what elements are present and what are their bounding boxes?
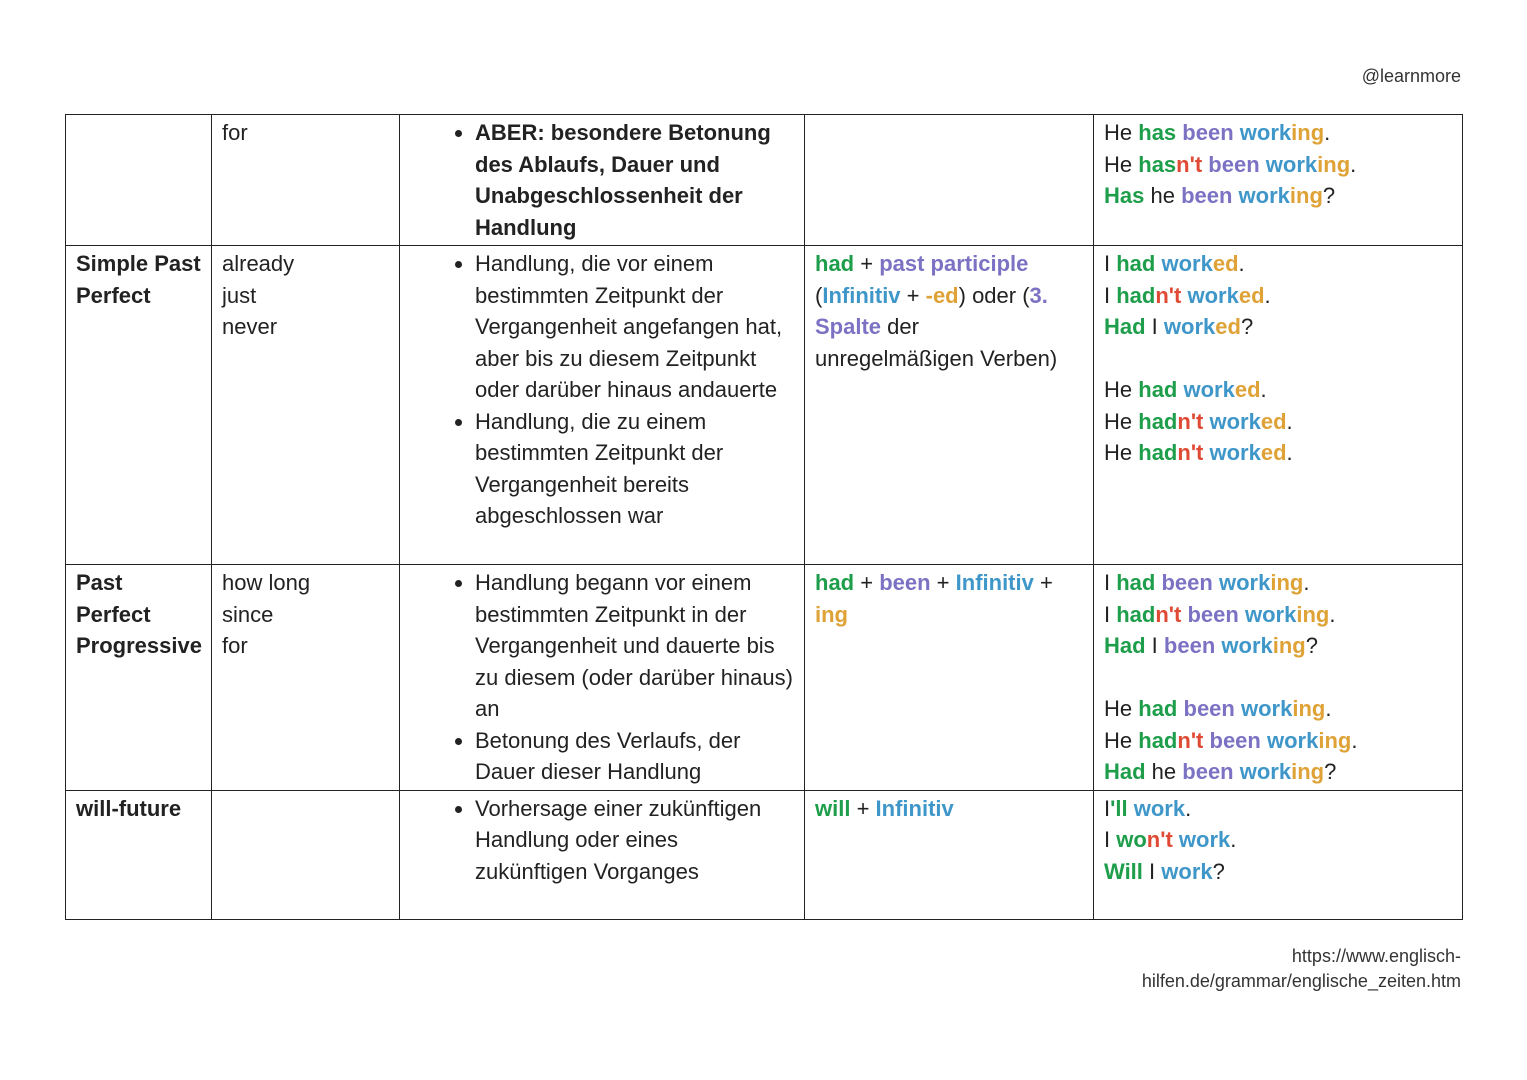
- signal-word: just: [222, 282, 257, 308]
- text-segment: I: [1142, 858, 1162, 884]
- text-segment: +: [1033, 570, 1053, 595]
- example-sentence: [1104, 117, 1452, 149]
- text-segment: work: [1240, 696, 1293, 721]
- tense-cell: [66, 790, 212, 919]
- text-segment: n't: [1177, 727, 1204, 753]
- text-segment: n't: [1155, 601, 1182, 627]
- text-segment: ?: [1240, 314, 1254, 339]
- text-segment: work: [1161, 858, 1213, 884]
- text-segment: I: [1145, 633, 1164, 658]
- usage-list: [410, 567, 794, 788]
- text-segment: work: [1187, 282, 1239, 308]
- text-segment: 'll: [1110, 795, 1128, 821]
- text-segment: had: [1116, 601, 1156, 627]
- text-segment: Had: [1104, 759, 1146, 784]
- text-segment: -ed: [925, 282, 959, 308]
- text-segment: ing: [815, 601, 848, 627]
- usage-list: [410, 117, 794, 243]
- text-segment: I: [1104, 601, 1117, 627]
- example-sentence: [1104, 406, 1452, 438]
- example-sentence: [1104, 856, 1452, 888]
- text-segment: .: [1230, 827, 1237, 852]
- text-segment: He: [1104, 377, 1139, 402]
- text-segment: .: [1286, 440, 1293, 465]
- tense-cell: [66, 565, 212, 791]
- text-segment: Infinitiv: [955, 570, 1034, 595]
- text-segment: work: [1239, 759, 1292, 784]
- text-segment: .: [1303, 570, 1310, 595]
- text-segment: work: [1209, 440, 1261, 465]
- example-sentence: [1104, 311, 1452, 343]
- form-line: [815, 311, 1083, 343]
- example-sentence: [1104, 280, 1452, 312]
- form-line: [815, 793, 1083, 825]
- text-segment: n't: [1177, 408, 1204, 434]
- text-segment: work: [1183, 377, 1235, 402]
- tense-row: [66, 565, 1463, 791]
- text-segment: been: [1183, 696, 1235, 721]
- signal-word: never: [222, 314, 278, 339]
- examples-cell: [1094, 115, 1463, 246]
- text-segment: had: [1138, 377, 1178, 402]
- text-segment: I: [1104, 282, 1117, 308]
- tense-cell: [66, 115, 212, 246]
- text-segment: ing: [1317, 151, 1351, 177]
- tense-row: [66, 246, 1463, 565]
- text-segment: been: [879, 570, 931, 595]
- example-sentence: [1104, 149, 1452, 181]
- usage-list: [410, 248, 794, 532]
- text-segment: I: [1145, 314, 1164, 339]
- form-line: [815, 280, 1083, 312]
- text-segment: +: [854, 570, 880, 595]
- usage-cell: [400, 565, 805, 791]
- text-segment: .: [1325, 696, 1332, 721]
- text-segment: ing: [1292, 696, 1326, 721]
- text-segment: ing: [1291, 759, 1325, 784]
- text-segment: been: [1163, 633, 1216, 658]
- text-segment: ?: [1212, 858, 1225, 884]
- usage-item: • Handlung begann vor einem bestimmten Zeitpunkt in der Vergangenheit und dauerte bis zu diesem (oder darüber hinaus) an: [475, 567, 794, 725]
- signal-words-cell: [212, 246, 400, 565]
- text-segment: I: [1104, 827, 1117, 852]
- text-segment: ?: [1305, 633, 1318, 658]
- text-segment: n't: [1155, 282, 1182, 308]
- form-line: [815, 599, 1083, 631]
- example-sentence: [1104, 630, 1452, 662]
- signal-word: how long: [222, 570, 311, 595]
- form-line: [815, 343, 1083, 375]
- text-segment: ing: [1272, 633, 1306, 658]
- text-segment: Spalte: [815, 314, 882, 339]
- text-segment: been: [1187, 601, 1239, 627]
- signal-words-cell: [212, 565, 400, 791]
- text-segment: work: [1238, 183, 1290, 208]
- text-segment: Had: [1104, 314, 1146, 339]
- text-segment: I: [1104, 795, 1111, 821]
- text-segment: past participle: [879, 251, 1029, 276]
- text-segment: n't: [1177, 440, 1204, 465]
- tense-row: [66, 115, 1463, 246]
- tense-row: [66, 790, 1463, 919]
- usage-item: • Handlung, die zu einem bestimmten Zeitpunkt der Vergangenheit bereits abgeschlossen war: [475, 406, 794, 532]
- text-segment: wo: [1116, 827, 1147, 852]
- text-segment: ) oder (: [958, 282, 1030, 308]
- text-segment: n't: [1176, 151, 1203, 177]
- text-segment: been: [1182, 759, 1234, 784]
- signal-word: since: [222, 601, 274, 627]
- text-segment: has: [1138, 120, 1177, 145]
- text-segment: He: [1104, 727, 1139, 753]
- form-cell: [805, 565, 1094, 791]
- text-segment: .: [1351, 727, 1358, 753]
- usage-cell: [400, 790, 805, 919]
- example-sentence: [1104, 437, 1452, 469]
- usage-item: • Betonung des Verlaufs, der Dauer dieser Handlung: [475, 725, 794, 788]
- example-sentence: [1104, 180, 1452, 212]
- text-segment: .: [1260, 377, 1267, 402]
- text-segment: had: [1138, 440, 1178, 465]
- text-segment: n't: [1146, 827, 1173, 852]
- form-cell: [805, 115, 1094, 246]
- tenses-table-body: [66, 115, 1463, 920]
- example-sentence: [1104, 793, 1452, 825]
- text-segment: been: [1161, 570, 1213, 595]
- tenses-table: [65, 114, 1463, 920]
- text-segment: .: [1264, 282, 1271, 308]
- text-segment: ing: [1296, 601, 1330, 627]
- text-segment: +: [900, 282, 926, 308]
- text-segment: has: [1138, 151, 1177, 177]
- text-segment: had: [1116, 251, 1156, 276]
- text-segment: He: [1104, 408, 1139, 434]
- text-segment: had: [815, 570, 855, 595]
- text-segment: .: [1238, 251, 1245, 276]
- example-sentence: [1104, 725, 1452, 757]
- tense-name-line: Progressive: [76, 633, 202, 658]
- text-segment: will: [815, 795, 851, 821]
- text-segment: work: [1178, 827, 1231, 852]
- text-segment: work: [1133, 795, 1186, 821]
- tense-name-line: Perfect: [76, 601, 151, 627]
- form-line: [815, 248, 1083, 280]
- text-segment: Infinitiv: [875, 795, 954, 821]
- text-segment: work: [1209, 408, 1261, 434]
- form-line: [815, 567, 1083, 599]
- text-segment: .: [1329, 601, 1336, 627]
- example-sentence: [1104, 567, 1452, 599]
- example-sentence: [1104, 599, 1452, 631]
- text-segment: work: [1265, 151, 1318, 177]
- text-segment: had: [815, 251, 855, 276]
- text-segment: +: [930, 570, 956, 595]
- text-segment: +: [854, 251, 880, 276]
- text-segment: ?: [1322, 183, 1336, 208]
- text-segment: .: [1350, 151, 1357, 177]
- text-segment: He: [1104, 696, 1139, 721]
- form-cell: [805, 246, 1094, 565]
- text-segment: been: [1181, 183, 1233, 208]
- source-line-1: https://www.englisch-: [1291, 946, 1461, 966]
- signal-word: already: [222, 251, 295, 276]
- signal-words-cell: [212, 115, 400, 246]
- text-segment: ing: [1318, 727, 1352, 753]
- text-segment: Infinitiv: [822, 282, 901, 308]
- text-segment: ing: [1289, 183, 1323, 208]
- text-segment: had: [1138, 696, 1178, 721]
- signal-word: for: [222, 633, 248, 658]
- text-segment: ?: [1324, 759, 1337, 784]
- usage-cell: [400, 246, 805, 565]
- text-segment: work: [1239, 120, 1292, 145]
- text-segment: ing: [1270, 570, 1304, 595]
- text-segment: Had: [1104, 633, 1146, 658]
- usage-item: • ABER: besondere Betonung des Ablaufs, Dauer und Unabgeschlossenheit der Handlung: [475, 117, 794, 243]
- examples-cell: [1094, 790, 1463, 919]
- examples-cell: [1094, 565, 1463, 791]
- text-segment: had: [1138, 727, 1178, 753]
- form-cell: [805, 790, 1094, 919]
- text-segment: der: [881, 314, 919, 339]
- text-segment: work: [1244, 601, 1297, 627]
- text-segment: ed: [1260, 440, 1287, 465]
- tense-name-line: Simple Past: [76, 251, 201, 276]
- text-segment: had: [1116, 282, 1156, 308]
- text-segment: work: [1266, 727, 1319, 753]
- text-segment: He: [1104, 120, 1139, 145]
- example-sentence: [1104, 374, 1452, 406]
- tense-name-line: Past: [76, 570, 123, 595]
- text-segment: Will: [1104, 858, 1143, 884]
- example-sentence: [1104, 343, 1452, 375]
- text-segment: work: [1161, 251, 1213, 276]
- text-segment: +: [850, 795, 876, 821]
- text-segment: ing: [1291, 120, 1325, 145]
- text-segment: been: [1182, 120, 1234, 145]
- tense-cell: [66, 246, 212, 565]
- text-segment: been: [1208, 151, 1260, 177]
- text-segment: .: [1185, 795, 1192, 821]
- text-segment: He: [1104, 440, 1139, 465]
- example-sentence: [1104, 824, 1452, 856]
- example-sentence: [1104, 756, 1452, 788]
- examples-cell: [1094, 246, 1463, 565]
- text-segment: had: [1138, 408, 1178, 434]
- text-segment: .: [1324, 120, 1331, 145]
- text-segment: ed: [1238, 282, 1265, 308]
- example-sentence: [1104, 662, 1452, 694]
- source-line-2: hilfen.de/grammar/englische_zeiten.htm: [1141, 971, 1461, 991]
- source-reference: [1142, 944, 1461, 994]
- text-segment: I: [1104, 251, 1117, 276]
- usage-item: • Vorhersage einer zukünftigen Handlung oder eines zukünftigen Vorganges: [475, 793, 794, 888]
- usage-list: [410, 793, 794, 888]
- signal-words-cell: [212, 790, 400, 919]
- text-segment: unregelmäßigen Verben): [815, 345, 1058, 371]
- text-segment: ed: [1234, 377, 1261, 402]
- usage-cell: [400, 115, 805, 246]
- text-segment: ed: [1212, 251, 1239, 276]
- text-segment: he: [1145, 759, 1183, 784]
- text-segment: had: [1116, 570, 1156, 595]
- text-segment: Has: [1104, 183, 1145, 208]
- example-sentence: [1104, 693, 1452, 725]
- text-segment: ed: [1260, 408, 1287, 434]
- author-handle: @learnmore: [1361, 66, 1461, 86]
- text-segment: (: [815, 282, 823, 308]
- text-segment: He: [1104, 151, 1139, 177]
- tense-name-line: will-future: [76, 795, 182, 821]
- text-segment: work: [1218, 570, 1271, 595]
- tense-name-line: Perfect: [76, 282, 151, 308]
- signal-word: for: [222, 120, 248, 145]
- usage-item: • Handlung, die vor einem bestimmten Zeitpunkt der Vergangenheit angefangen hat, aber bis zu diesem Zeitpunkt oder darüber hinaus andauerte: [475, 248, 794, 406]
- text-segment: been: [1209, 727, 1261, 753]
- text-segment: 3.: [1029, 282, 1048, 308]
- text-segment: work: [1163, 314, 1216, 339]
- text-segment: ed: [1215, 314, 1241, 339]
- text-segment: work: [1221, 633, 1273, 658]
- text-segment: he: [1144, 183, 1182, 208]
- text-segment: .: [1286, 408, 1293, 434]
- example-sentence: [1104, 248, 1452, 280]
- text-segment: I: [1104, 570, 1117, 595]
